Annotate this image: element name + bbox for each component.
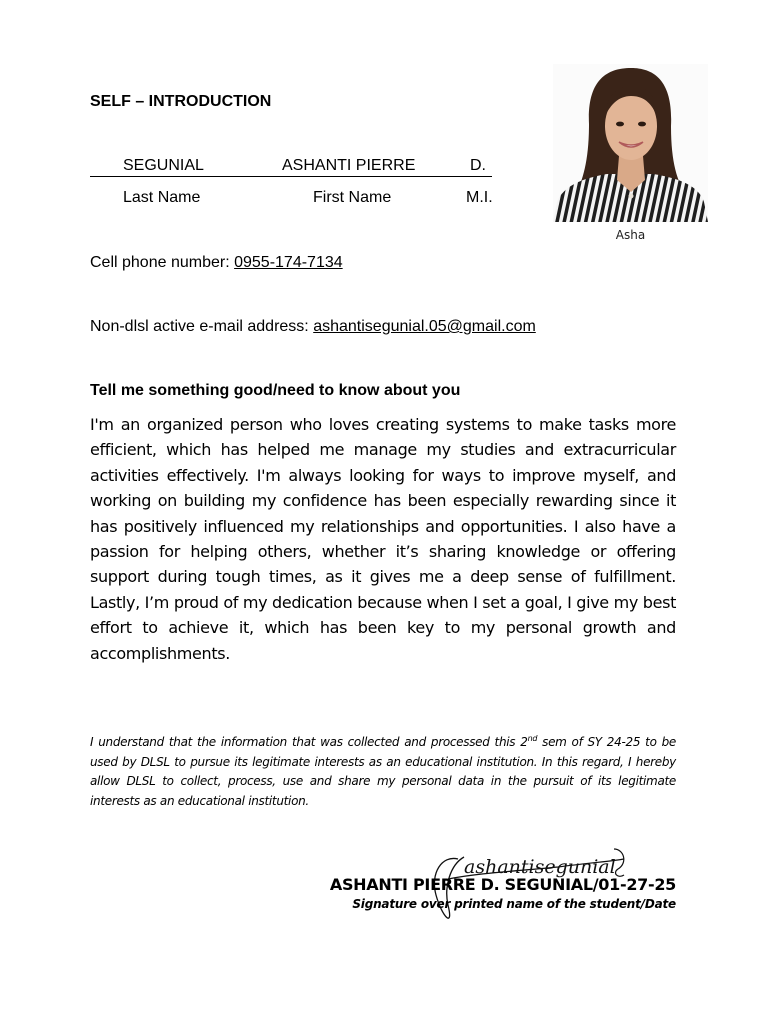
first-name-label: First Name: [313, 189, 392, 206]
profile-photo: [553, 64, 708, 222]
printed-name-date: ASHANTI PIERRE D. SEGUNIAL/01-27-25: [329, 875, 676, 894]
consent-statement: [90, 729, 676, 811]
last-name-value: SEGUNIAL: [123, 157, 204, 174]
consent-ordinal-sup: nd: [527, 734, 538, 743]
first-name-value: ASHANTI PIERRE: [282, 157, 416, 174]
signature-text: ashantisegunial: [464, 856, 616, 878]
phone-label: Cell phone number:: [90, 254, 235, 271]
last-name-label: Last Name: [123, 189, 201, 206]
phone-value: 0955-174-7134: [234, 254, 343, 271]
page-title: SELF – INTRODUCTION: [90, 93, 272, 110]
consent-text-end: sem of SY 24-25 to be used by DLSL to pursue its legitimate interests as an educational institution. In this regard, I hereby allow DLSL to collect, process, use and share my personal data in the pursuit of its legitimate interests as an educational institution.: [90, 735, 676, 808]
email-link[interactable]: ashantisegunial.05@gmail.com: [313, 318, 536, 335]
email-label: Non-dlsl active e-mail address:: [90, 318, 314, 335]
signature-caption: Signature over printed name of the student/Date: [352, 897, 676, 911]
about-heading: Tell me something good/need to know about you: [90, 382, 461, 399]
middle-initial-label: M.I.: [466, 189, 493, 206]
consent-text-start: I understand that the information that was collected and processed this 2: [90, 735, 528, 749]
email-field: [90, 318, 536, 336]
phone-field: [90, 254, 343, 272]
name-labels-row: [90, 189, 510, 209]
name-values-row: [90, 157, 492, 177]
middle-initial-value: D.: [470, 157, 486, 174]
about-paragraph: I'm an organized person who loves creating systems to make tasks more efficient, which has helped me manage my studies and extracurricular activities effectively. I'm always looking for ways to improve myself, and working on building my confidence has been especially rewarding since it has positively influenced my relationships and opportunities. I also have a passion for helping others, whether it’s sharing knowledge or offering support during tough times, as it gives me a deep sense of fulfillment. Lastly, I’m proud of my dedication because when I set a goal, I give my best effort to achieve it, which has been key to my personal growth and accomplishments.: [90, 415, 676, 663]
photo-caption: Asha: [615, 228, 646, 242]
